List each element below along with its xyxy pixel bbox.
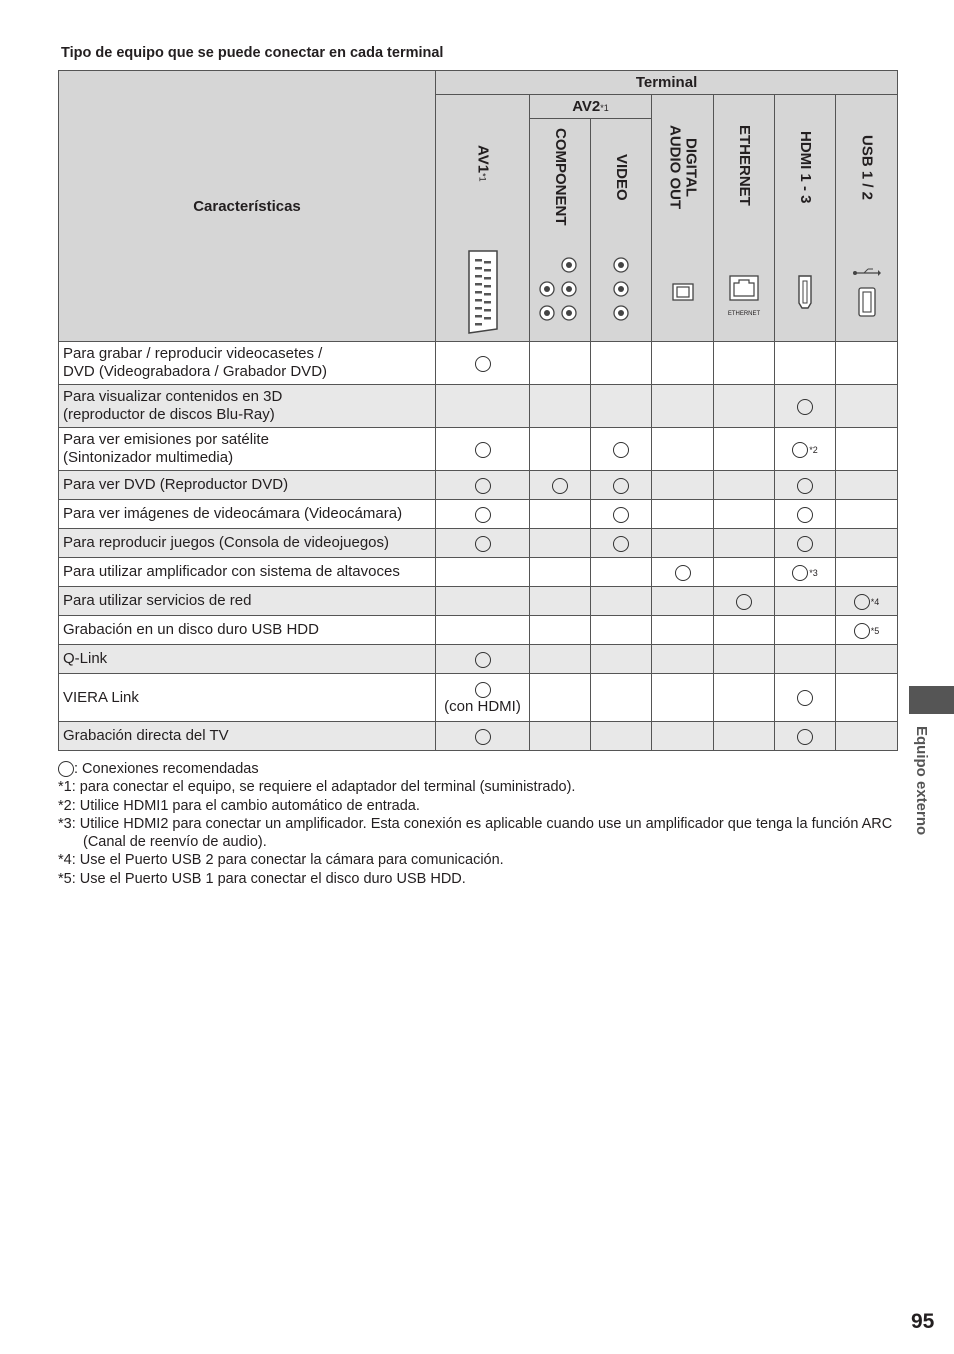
col-ethernet [714, 95, 775, 342]
circle-icon [475, 478, 491, 494]
footnote-1: *1: para conectar el equipo, se requiere el adaptador del terminal (suministrado). [58, 779, 576, 796]
table-cell [436, 558, 530, 587]
table-cell [436, 500, 530, 529]
table-row [59, 645, 898, 674]
cell-note: (con HDMI) [444, 697, 521, 715]
table-cell [591, 385, 652, 428]
table-cell [714, 616, 775, 645]
row-label: Para reproducir juegos (Consola de videojuegos) [59, 529, 436, 558]
table-cell [714, 471, 775, 500]
cell-note: *5 [870, 625, 880, 636]
table-cell [652, 385, 714, 428]
table-cell [714, 587, 775, 616]
table-row [59, 428, 898, 471]
table-cell [714, 385, 775, 428]
table-cell [436, 722, 530, 751]
row-label: Para grabar / reproducir videocasetes / DVD (Videograbadora / Grabador DVD) [59, 342, 436, 385]
circle-icon [797, 507, 813, 523]
table-cell [836, 558, 898, 587]
circle-icon [797, 399, 813, 415]
table-cell [836, 428, 898, 471]
table-cell [591, 645, 652, 674]
col-hdmi [775, 95, 836, 342]
circle-icon [613, 536, 629, 552]
row-label: Para ver imágenes de videocámara (Videocámara) [59, 500, 436, 529]
table-cell [714, 428, 775, 471]
circle-icon [475, 729, 491, 745]
col-usb-label: USB 1 / 2 [858, 135, 876, 201]
table-row [59, 558, 898, 587]
table-cell [436, 616, 530, 645]
circle-icon [58, 761, 74, 777]
table-cell [775, 529, 836, 558]
row-label: Para utilizar servicios de red [59, 587, 436, 616]
optical-port-icon [652, 283, 713, 301]
col-digital-audio-out [652, 95, 714, 342]
footnote-2: *2: Utilice HDMI1 para el cambio automático de entrada. [58, 797, 420, 814]
table-cell [591, 500, 652, 529]
table-cell [775, 428, 836, 471]
table-cell [436, 471, 530, 500]
circle-icon [797, 690, 813, 706]
row-label: Para utilizar amplificador con sistema de altavoces [59, 558, 436, 587]
table-cell [530, 587, 591, 616]
footnote-3: *3: Utilice HDMI2 para conectar un amplificador. Esta conexión es aplicable cuando use un amplificador que tenga la función ARC (Canal de reenvío de audio). [58, 815, 893, 851]
table-cell [530, 529, 591, 558]
cell-note: *3 [809, 567, 818, 578]
table-cell [775, 342, 836, 385]
table-cell [436, 428, 530, 471]
table-cell [591, 428, 652, 471]
table-row [59, 529, 898, 558]
hdmi-port-icon [775, 273, 835, 311]
table-cell [591, 616, 652, 645]
row-label: Para visualizar contenidos en 3D (reproductor de discos Blu-Ray) [59, 385, 436, 428]
ethernet-port-caption: ETHERNET [727, 311, 761, 317]
table-cell [652, 645, 714, 674]
circle-icon [475, 652, 491, 668]
circle-icon [475, 356, 491, 372]
table-cell [836, 342, 898, 385]
video-jacks-icon [591, 249, 651, 329]
table-cell [652, 471, 714, 500]
table-row [59, 500, 898, 529]
table-cell [652, 342, 714, 385]
table-cell [436, 342, 530, 385]
table-cell [530, 558, 591, 587]
table-cell [530, 616, 591, 645]
col-ethernet-label: ETHERNET [736, 125, 753, 206]
row-label: Para ver DVD (Reproductor DVD) [59, 471, 436, 500]
table-cell [836, 722, 898, 751]
table-cell [836, 529, 898, 558]
col-digital-audio-out-label: DIGITAL AUDIO OUT [666, 125, 700, 210]
table-cell [836, 471, 898, 500]
col-av1 [436, 95, 530, 342]
table-cell [436, 645, 530, 674]
characteristics-header: Características [59, 71, 436, 342]
table-cell [530, 471, 591, 500]
table-row [59, 471, 898, 500]
table-cell [591, 674, 652, 722]
table-cell [652, 722, 714, 751]
table-cell [775, 722, 836, 751]
circle-icon [475, 536, 491, 552]
circle-icon [675, 565, 691, 581]
table-cell [530, 342, 591, 385]
col-component [530, 119, 591, 342]
side-tab [909, 686, 954, 714]
col-usb [836, 95, 898, 342]
table-row [59, 674, 898, 722]
connection-table [58, 70, 898, 751]
table-cell [836, 385, 898, 428]
table-cell [652, 500, 714, 529]
table-cell [530, 428, 591, 471]
table-row [59, 385, 898, 428]
table-row [59, 342, 898, 385]
table-row [59, 616, 898, 645]
table-cell [836, 616, 898, 645]
circle-icon [792, 442, 808, 458]
row-label: Q-Link [59, 645, 436, 674]
side-label: Equipo externo [913, 726, 930, 836]
table-cell [652, 558, 714, 587]
table-row [59, 722, 898, 751]
circle-icon [854, 623, 870, 639]
col-av1-note: *1 [477, 173, 488, 182]
terminal-header: Terminal [436, 71, 898, 95]
table-cell [652, 428, 714, 471]
circle-icon [613, 442, 629, 458]
table-cell [530, 500, 591, 529]
table-cell [530, 385, 591, 428]
table-cell [775, 471, 836, 500]
circle-icon [613, 507, 629, 523]
row-label: Para ver emisiones por satélite (Sintonizador multimedia) [59, 428, 436, 471]
ethernet-port-icon [714, 275, 774, 317]
table-row [59, 587, 898, 616]
row-label: VIERA Link [59, 674, 436, 722]
circle-icon [613, 478, 629, 494]
table-cell [714, 558, 775, 587]
table-cell [775, 616, 836, 645]
cell-note: *2 [809, 444, 818, 455]
table-cell [775, 674, 836, 722]
col-hdmi-label: HDMI 1 - 3 [797, 131, 814, 204]
circle-icon [854, 594, 870, 610]
circle-icon [736, 594, 752, 610]
table-cell [436, 529, 530, 558]
footnotes [58, 760, 898, 888]
table-cell [530, 674, 591, 722]
circle-icon [475, 442, 491, 458]
table-cell [436, 674, 530, 722]
table-cell [436, 385, 530, 428]
table-cell [652, 674, 714, 722]
table-cell [836, 500, 898, 529]
table-cell [714, 722, 775, 751]
table-cell [591, 342, 652, 385]
table-cell [652, 587, 714, 616]
table-cell [530, 722, 591, 751]
legend: : Conexiones recomendadas [58, 760, 898, 778]
table-cell [591, 587, 652, 616]
component-jacks-icon [530, 249, 590, 329]
table-cell [836, 674, 898, 722]
circle-icon [797, 478, 813, 494]
table-cell [652, 529, 714, 558]
footnote-5: *5: Use el Puerto USB 1 para conectar el disco duro USB HDD. [58, 870, 466, 887]
table-cell [836, 645, 898, 674]
col-video-label: VIDEO [613, 153, 630, 201]
table-cell [436, 587, 530, 616]
circle-icon [475, 682, 491, 698]
table-cell [775, 385, 836, 428]
table-cell [775, 645, 836, 674]
usb-port-icon [836, 267, 897, 317]
table-cell [714, 342, 775, 385]
page-number: 95 [911, 1310, 935, 1333]
table-cell [714, 645, 775, 674]
table-cell [714, 529, 775, 558]
table-cell [591, 722, 652, 751]
circle-icon [797, 729, 813, 745]
table-cell [775, 500, 836, 529]
table-cell [591, 558, 652, 587]
table-cell [714, 500, 775, 529]
table-cell [591, 471, 652, 500]
circle-icon [552, 478, 568, 494]
footnote-4: *4: Use el Puerto USB 2 para conectar la cámara para comunicación. [58, 852, 504, 869]
circle-icon [475, 507, 491, 523]
table-cell [652, 616, 714, 645]
circle-icon [797, 536, 813, 552]
table-cell [591, 529, 652, 558]
scart-icon [436, 247, 529, 337]
col-av1-label: AV1 [474, 145, 492, 174]
col-video [591, 119, 652, 342]
table-cell [775, 587, 836, 616]
row-label: Grabación en un disco duro USB HDD [59, 616, 436, 645]
col-component-label: COMPONENT [552, 127, 569, 225]
circle-icon [792, 565, 808, 581]
table-cell [530, 645, 591, 674]
av2-header: AV2*1 [530, 95, 652, 119]
table-cell [836, 587, 898, 616]
table-cell [714, 674, 775, 722]
table-cell [775, 558, 836, 587]
section-title: Tipo de equipo que se puede conectar en cada terminal [61, 45, 444, 61]
row-label: Grabación directa del TV [59, 722, 436, 751]
cell-note: *4 [870, 596, 880, 607]
